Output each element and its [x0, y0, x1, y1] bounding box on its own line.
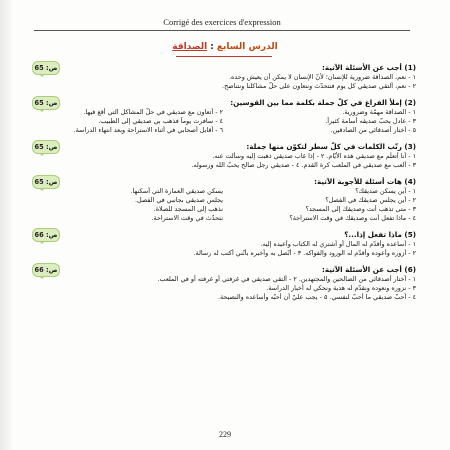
answer-line: ١ - أختار أصدقائي من الصالحين والمجتهدين. ٢ - ألتقي صديقي في غرفتي أو غرفته أو في الملعب.: [157, 275, 416, 283]
answer-cell: يسكن صديقي العمارة التي أسكنها.: [130, 187, 223, 195]
answer-cell: يجلس صديقي بجانبي في الفصل.: [134, 196, 223, 204]
answer-cell: ١ - الصداقة مهمّة وضرورية.: [342, 108, 416, 116]
answer-cell: ٤ - ماذا تفعل أنت وصديقك في وقت الاستراحة؟: [289, 214, 416, 222]
answer-cell: ٦ - أقابل أصحابي في أثناء الاستراحة وبعد انتهاء الدراسة.: [73, 126, 223, 134]
answer-line: ٢ - نعم، ألتقي صديقي كل يوم فنتحدّث ونتعاون على حلّ مشاكلنا ونتناصح.: [222, 82, 416, 90]
answer-line: ٣ - ألعب مع صديقي في الملعب كرة القدم. ٤ - صديقي رجل صالح يحبّ الله ورسوله.: [191, 161, 416, 169]
scan-shadow: [0, 0, 14, 450]
exercise-heading: (5) ماذا تفعل إذا...؟: [344, 230, 416, 239]
answer-cell: ٣ - متى تذهب أنت وصديقك إلى المسجد؟: [305, 205, 416, 213]
exercise-heading: (1) أجب عن الأسئلة الآتية:: [321, 63, 416, 72]
exercise-heading: (2) إملأ الفراغ في كلّ جملة بكلمة مما بين القوسين:: [230, 98, 416, 107]
lesson-title: [0, 42, 450, 52]
exercise-content: [34, 62, 416, 308]
page-ref-badge: ص: 66: [32, 228, 60, 242]
page-ref-badge: ص: 66: [32, 263, 60, 277]
page-ref-badge: ص: 65: [32, 96, 60, 110]
exercise-section: [34, 176, 416, 223]
page-number: 229: [219, 430, 231, 439]
answer-cell: نذهب إلى المسجد للصلاة.: [153, 205, 223, 213]
answer-line: ١ - نعم، الصداقة ضرورية للإنسان؛ لأنّ الإنسان لا يمكن أن يعيش وحده.: [229, 73, 416, 81]
answer-cell: ٢ - أتعاون مع صديقي في حلّ المشاكل التي أقع فيها.: [83, 108, 223, 116]
header-rule: [34, 30, 410, 31]
answer-cell: ٥ - أختار أصدقائي من الصادقين.: [330, 126, 416, 134]
exercise-section: [34, 264, 416, 302]
lesson-name: الصداقة: [172, 42, 208, 52]
lesson-tag: الدرس السابع: [216, 42, 278, 52]
answer-grid: [38, 187, 416, 223]
answer-cell: ١ - أين يسكن صديقك؟: [355, 187, 416, 195]
answer-grid: [38, 108, 416, 135]
exercise-section: [34, 62, 416, 91]
answer-cell: نتحدّث في وقت الاستراحة.: [151, 214, 223, 222]
lesson-colon: :: [210, 42, 214, 52]
answer-cell: ٤ - سافرت يوماً فذهب بي صديقي إلى الطبيب.: [98, 117, 223, 125]
exercise-heading: (6) أجب عن الأسئلة الآتية:: [321, 265, 416, 274]
page-ref-badge: ص: 65: [32, 175, 60, 189]
answer-line: ٤ - أحبّ صديقي ما أحبّ لنفسي. ٥ - يجب عليّ أن أحبّه وأساعده والنصيحة.: [217, 293, 416, 301]
page-ref-badge: ص: 65: [32, 61, 60, 75]
exercise-heading: (3) رتّب الكلمات في كلّ سطر لتكوّن منها جملة:: [246, 142, 416, 151]
exercise-section: [34, 141, 416, 170]
exercise-section: [34, 229, 416, 258]
answer-line: ٢ - أزوره وأعوده وأقدّم له الورود والفواكه. ٣ - أتّصل به وأخبره بأنّني أكتب له رسالة.: [193, 249, 416, 257]
answer-cell: ٢ - أين يجلس صديقك في الفصل؟: [325, 196, 416, 204]
answer-line: ٣ - نزوره ونعوده ونقدّم له هدية ونحكي له أخبار الدراسة.: [266, 284, 416, 292]
running-header: Corrigé des exercices d'expression: [163, 17, 281, 27]
answer-line: ١ - أنا أتعلّم مع صديقي هذه الأيّام. ٢ - إذا غاب صديقي ذهبت إليه وسألت عنه.: [212, 152, 416, 160]
exercise-section: [34, 97, 416, 135]
answer-line: ١ - أساعده وأقدّم له المال أو أشتري له الكتاب وأعيده إليه.: [260, 240, 416, 248]
exercise-heading: (4) هات أسئلة للأجوبة الآتية:: [314, 177, 416, 186]
answer-cell: ٣ - عادل يحبّ صديقه أسامة كثيراً.: [325, 117, 416, 125]
page-ref-badge: ص: 65: [32, 140, 60, 154]
lesson-underline: [176, 56, 272, 57]
